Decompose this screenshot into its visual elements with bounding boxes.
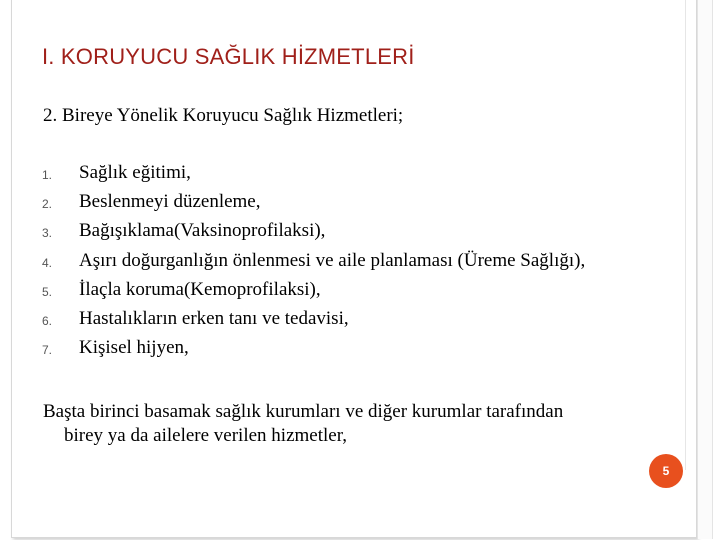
section-heading: 2. Bireye Yönelik Koruyucu Sağlık Hizmetleri;	[43, 105, 404, 126]
summary-line-1: Başta birinci basamak sağlık kurumları ve diğer kurumlar tarafından	[43, 401, 564, 422]
list-number: 4.	[42, 255, 53, 270]
list-number: 3.	[42, 226, 53, 241]
list-text: Hastalıkların erken tanı ve tedavisi,	[79, 307, 349, 329]
frame-divider-line	[685, 0, 686, 470]
list-text: İlaçla koruma(Kemoprofilaksi),	[79, 278, 321, 300]
list-number: 5.	[42, 284, 53, 299]
list-text: Aşırı doğurganlığın önlenmesi ve aile planlaması (Üreme Sağlığı),	[79, 249, 586, 271]
summary-paragraph	[43, 400, 673, 448]
page-number-badge: 5	[649, 454, 683, 488]
list-number: 1.	[42, 168, 53, 182]
list-text: Kişisel hijyen,	[79, 337, 189, 359]
list-text: Bağışıklama(Vaksinoprofilaksi),	[79, 220, 326, 242]
list-number: 2.	[42, 197, 53, 212]
list-number: 7.	[42, 343, 53, 358]
list-number: 6.	[42, 313, 53, 328]
list-text: Sağlık eğitimi,	[79, 162, 191, 183]
slide-title: I. KORUYUCU SAĞLIK HİZMETLERİ	[42, 44, 415, 69]
summary-line-2: birey ya da ailelere verilen hizmetler,	[64, 425, 348, 446]
frame-edge-decoration	[697, 0, 713, 539]
list-text: Beslenmeyi düzenleme,	[79, 191, 261, 213]
